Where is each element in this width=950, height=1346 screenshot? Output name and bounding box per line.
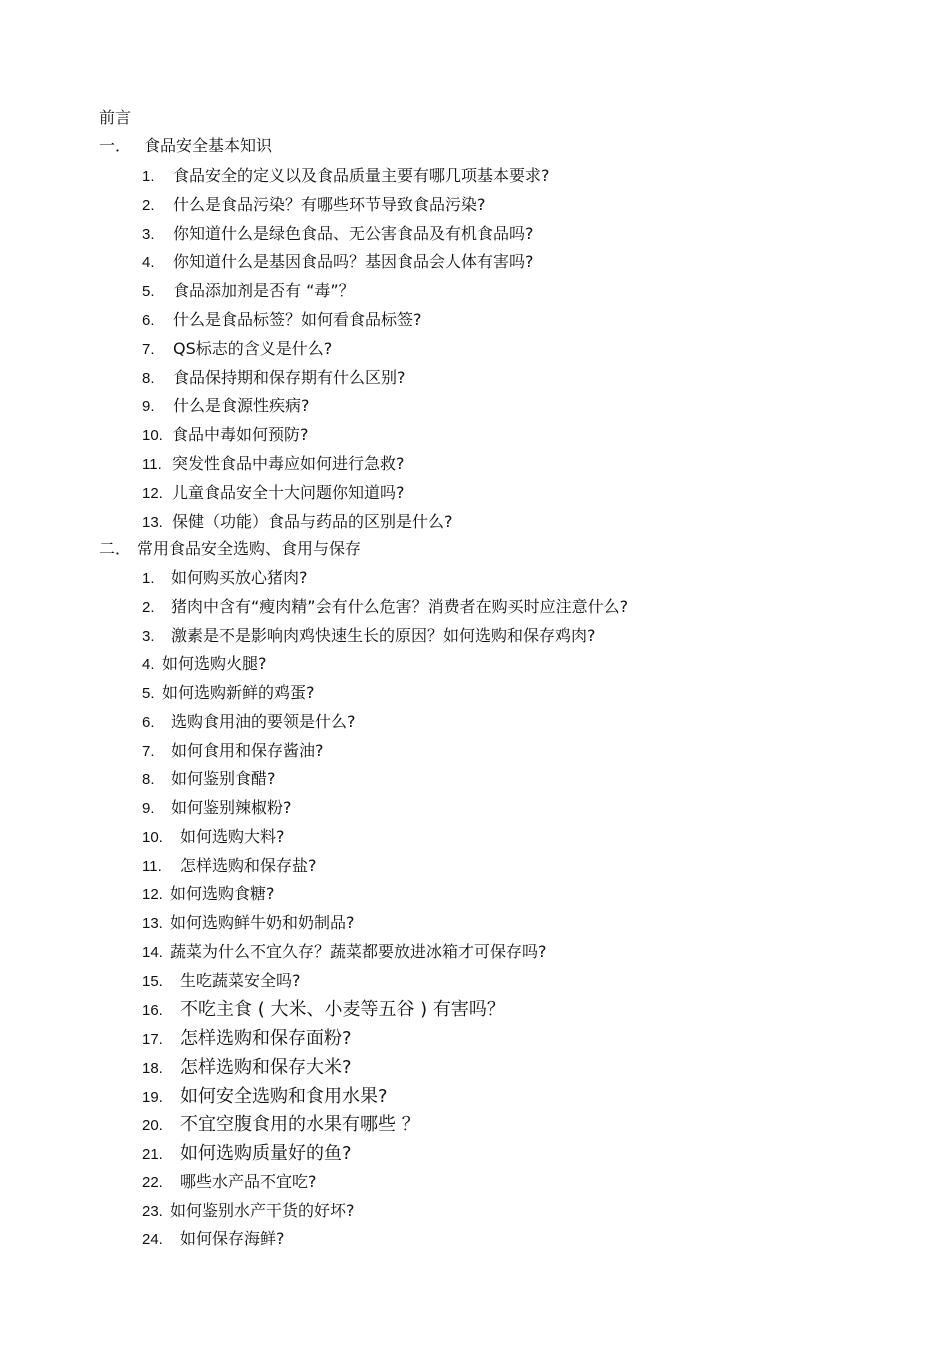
item-number: 7. bbox=[142, 742, 155, 760]
item-text: 如何安全选购和食用水果? bbox=[180, 1085, 388, 1107]
item-number: 6. bbox=[142, 312, 155, 329]
item-text: 食品添加剂是否有 “毒”？ bbox=[173, 281, 355, 301]
item-number: 8. bbox=[142, 771, 155, 789]
toc-item bbox=[142, 396, 310, 417]
toc-item bbox=[142, 683, 315, 704]
section-number: 一． bbox=[99, 136, 132, 155]
item-text: 什么是食源性疾病? bbox=[173, 396, 310, 416]
toc-item bbox=[142, 999, 505, 1022]
preface-heading: 前言 bbox=[99, 108, 132, 127]
toc-item bbox=[142, 827, 285, 848]
item-text: 如何鉴别水产干货的好坏? bbox=[170, 1200, 355, 1220]
toc-item bbox=[142, 798, 292, 819]
item-number: 18. bbox=[142, 1059, 163, 1077]
item-text: 蔬菜为什么不宜久存？蔬菜都要放进冰箱才可保存吗? bbox=[170, 941, 547, 961]
section-title: 常用食品安全选购、食用与保存 bbox=[137, 539, 362, 558]
item-number: 20. bbox=[142, 1117, 163, 1135]
item-number: 13. bbox=[142, 915, 163, 932]
item-text: 你知道什么是基因食品吗？基因食品会人体有害吗? bbox=[173, 252, 534, 272]
item-number: 5. bbox=[142, 685, 155, 702]
toc-item bbox=[142, 884, 275, 905]
item-number: 3. bbox=[142, 627, 155, 645]
item-number: 12. bbox=[142, 484, 163, 502]
item-text: 选购食用油的要领是什么? bbox=[171, 711, 356, 731]
toc-item bbox=[142, 626, 596, 647]
toc-item bbox=[142, 512, 453, 533]
toc-item bbox=[142, 1028, 352, 1051]
toc-item bbox=[142, 1143, 352, 1166]
item-text: 如何购买放心猪肉? bbox=[171, 568, 308, 587]
item-number: 1. bbox=[142, 168, 155, 185]
item-number: 9. bbox=[142, 398, 155, 416]
item-text: 食品安全的定义以及食品质量主要有哪几项基本要求? bbox=[173, 166, 550, 185]
toc-item bbox=[142, 913, 355, 934]
toc-item bbox=[142, 339, 332, 360]
section-1-heading bbox=[99, 136, 272, 156]
toc-item bbox=[142, 942, 547, 963]
item-text: 如何选购新鲜的鸡蛋? bbox=[162, 683, 315, 702]
toc-item bbox=[142, 856, 317, 877]
item-text: 如何选购火腿? bbox=[162, 654, 267, 674]
item-text: 如何鉴别食醋? bbox=[171, 769, 276, 789]
toc-item bbox=[142, 454, 405, 475]
toc-item bbox=[142, 195, 486, 216]
item-text: 食品中毒如何预防? bbox=[172, 425, 309, 445]
item-text: 生吃蔬菜安全吗? bbox=[180, 970, 301, 990]
item-text: QS标志的含义是什么? bbox=[173, 338, 333, 358]
item-number: 11. bbox=[142, 456, 162, 473]
section-2-heading bbox=[99, 539, 361, 559]
item-number: 10. bbox=[142, 828, 163, 846]
item-text: 怎样选购和保存大米? bbox=[180, 1056, 352, 1078]
item-text: 如何食用和保存酱油? bbox=[171, 740, 324, 760]
toc-item bbox=[142, 224, 534, 245]
item-number: 8. bbox=[142, 369, 155, 387]
toc-item bbox=[142, 1086, 388, 1109]
toc-item bbox=[142, 1229, 285, 1250]
toc-item bbox=[142, 712, 356, 733]
item-number: 22. bbox=[142, 1173, 163, 1191]
item-text: 怎样选购和保存面粉? bbox=[180, 1028, 352, 1049]
item-number: 14. bbox=[142, 943, 163, 961]
toc-item bbox=[142, 252, 534, 273]
item-text: 突发性食品中毒应如何进行急救? bbox=[172, 454, 405, 473]
item-number: 23. bbox=[142, 1202, 163, 1220]
item-number: 2. bbox=[142, 598, 155, 616]
item-number: 9. bbox=[142, 800, 155, 817]
item-text: 猪肉中含有“瘦肉精”会有什么危害？消费者在购买时应注意什么? bbox=[171, 596, 629, 616]
toc-item bbox=[142, 483, 405, 504]
item-text: 如何选购质量好的鱼? bbox=[180, 1143, 352, 1164]
item-number: 21. bbox=[142, 1146, 163, 1163]
toc-item bbox=[142, 769, 276, 790]
item-number: 2. bbox=[142, 196, 155, 214]
item-text: 如何选购鲜牛奶和奶制品? bbox=[170, 913, 355, 932]
section-title: 食品安全基本知识 bbox=[144, 136, 273, 155]
section-number: 二． bbox=[99, 539, 132, 558]
toc-item bbox=[142, 654, 267, 675]
toc-item bbox=[142, 1114, 420, 1137]
item-text: 什么是食品标签？如何看食品标签? bbox=[173, 310, 422, 329]
toc-item bbox=[142, 1172, 317, 1193]
item-number: 4. bbox=[142, 254, 155, 272]
item-text: 怎样选购和保存盐? bbox=[180, 855, 317, 875]
item-number: 1. bbox=[142, 570, 155, 587]
toc-item bbox=[142, 166, 550, 187]
item-text: 什么是食品污染？有哪些环节导致食品污染? bbox=[173, 194, 486, 214]
toc-item bbox=[142, 971, 301, 992]
item-text: 儿童食品安全十大问题你知道吗? bbox=[172, 482, 405, 502]
item-number: 19. bbox=[142, 1088, 163, 1106]
item-text: 保健（功能）食品与药品的区别是什么? bbox=[172, 511, 453, 531]
item-number: 10. bbox=[142, 427, 163, 445]
item-number: 15. bbox=[142, 972, 163, 990]
item-number: 6. bbox=[142, 713, 155, 731]
toc-item bbox=[142, 425, 309, 446]
toc-item bbox=[142, 1201, 355, 1222]
item-text: 不吃主食 ( 大米、小麦等五谷 ) 有害吗？ bbox=[180, 999, 505, 1021]
item-number: 12. bbox=[142, 886, 163, 904]
item-number: 11. bbox=[142, 857, 162, 875]
toc-item bbox=[142, 281, 355, 302]
toc-item bbox=[142, 741, 324, 762]
item-number: 3. bbox=[142, 225, 155, 243]
item-text: 你知道什么是绿色食品、无公害食品及有机食品吗? bbox=[173, 223, 534, 243]
item-text: 如何选购大料? bbox=[180, 826, 285, 846]
item-number: 16. bbox=[142, 1002, 163, 1020]
toc-item bbox=[142, 568, 308, 589]
item-text: 不宜空腹食用的水果有哪些 ？ bbox=[180, 1114, 420, 1136]
item-text: 如何保存海鲜? bbox=[180, 1229, 285, 1249]
item-text: 激素是不是影响肉鸡快速生长的原因？如何选购和保存鸡肉? bbox=[171, 625, 596, 645]
toc-item bbox=[142, 597, 628, 618]
item-text: 如何鉴别辣椒粉? bbox=[171, 798, 292, 817]
item-number: 24. bbox=[142, 1231, 163, 1249]
item-number: 4. bbox=[142, 656, 155, 674]
item-number: 5. bbox=[142, 283, 155, 301]
toc-item bbox=[142, 1057, 352, 1080]
item-number: 7. bbox=[142, 340, 155, 358]
item-text: 如何选购食糖? bbox=[170, 884, 275, 904]
item-text: 食品保持期和保存期有什么区别? bbox=[173, 367, 406, 387]
item-number: 13. bbox=[142, 513, 163, 531]
item-text: 哪些水产品不宜吃? bbox=[180, 1171, 317, 1191]
item-number: 17. bbox=[142, 1031, 163, 1048]
toc-item bbox=[142, 310, 422, 331]
toc-item bbox=[142, 368, 406, 389]
